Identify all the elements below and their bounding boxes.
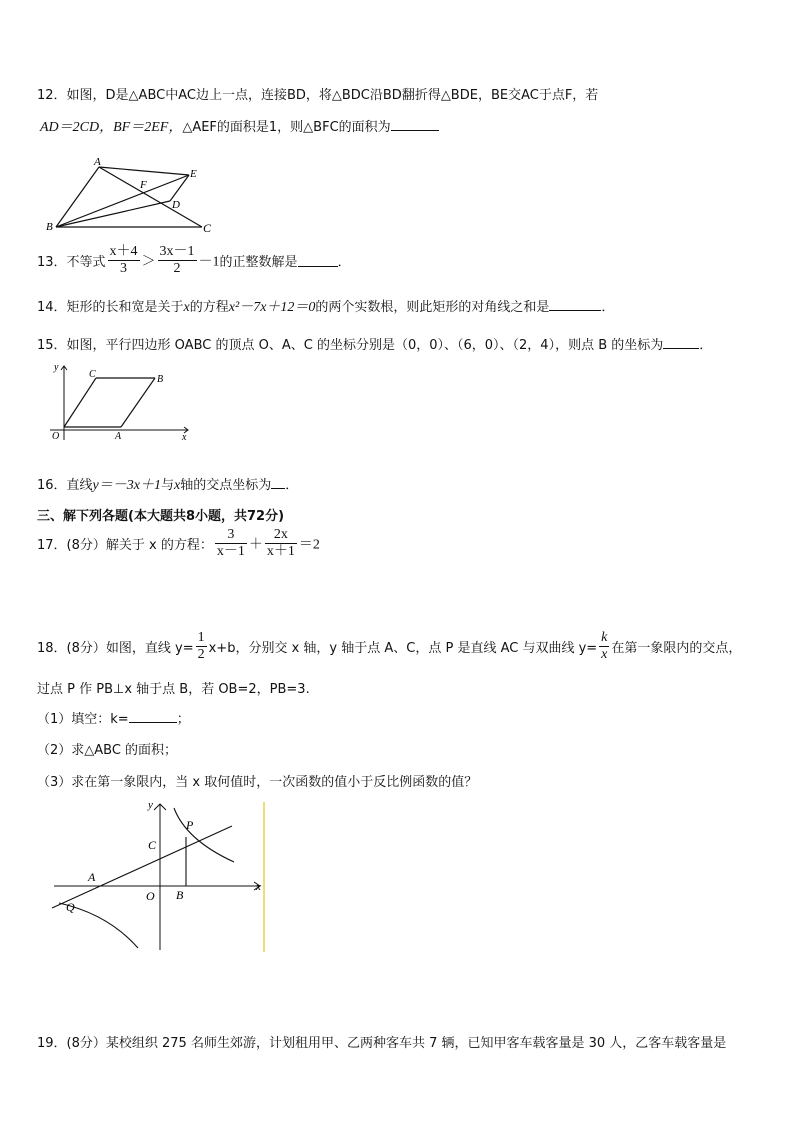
q13-fraction-2 — [158, 244, 197, 277]
q13-numerator-1: x＋4 — [109, 244, 138, 259]
q14-end: ． — [601, 300, 615, 315]
q18-line1 — [37, 630, 741, 663]
q18-label-q: Q — [66, 900, 75, 914]
q18-label-c: C — [148, 838, 157, 852]
q16 — [37, 474, 298, 494]
q18-sub3: （3）求在第一象限内，当 x 取何值时，一次函数的值小于反比例函数的值？ — [37, 775, 478, 790]
q13-gt: ＞ — [141, 254, 156, 270]
q13-numerator-2: 3x－1 — [159, 244, 195, 259]
q14 — [37, 296, 614, 316]
q14-equation: x²－7x＋12＝0 — [228, 300, 316, 315]
q14-mid: 的方程 — [189, 300, 229, 315]
q16-suffix: 轴的交点坐标为 — [180, 478, 272, 493]
q15-label-x: x — [182, 432, 187, 443]
q15-label-c: C — [89, 369, 96, 380]
q12-condition: AD＝2CD，BF＝2EF， — [40, 120, 183, 135]
q16-equation: y＝－3x＋1 — [92, 478, 161, 493]
q17-denominator-2: x＋1 — [266, 544, 295, 559]
q18-label-b: B — [176, 888, 184, 902]
q16-mid: 与 — [160, 478, 174, 493]
q18-sub1-blank — [129, 710, 177, 723]
q19: 19．(8分）某校组织 275 名师生郊游，计划租用甲、乙两种客车共 7 辆，已知甲客车载客量是 30 人，乙客车载客量是 — [37, 1036, 727, 1051]
q18-sub1-text: （1）填空：k= — [37, 712, 129, 727]
q18-fraction-2 — [599, 630, 609, 663]
q18-figure — [48, 796, 273, 956]
q12-label-c: C — [203, 221, 212, 235]
q12-line1: 12．如图，D是△ABC中AC边上一点，连接BD，将△BDC沿BD翻折得△BDE，BE交AC于点F，若 — [37, 88, 599, 103]
q15-label-o: O — [52, 431, 60, 442]
q12-line2 — [40, 116, 439, 136]
q18-text-c: 在第一象限内的交点， — [611, 641, 742, 656]
q18-numerator-2: k — [601, 630, 608, 645]
q18-sub2: （2）求△ABC 的面积； — [37, 743, 178, 758]
q17-denominator-1: x－1 — [216, 544, 245, 559]
q13-end: ． — [337, 255, 351, 270]
q13-denominator-2: 2 — [158, 260, 197, 277]
q12-label-e: E — [190, 168, 197, 180]
q14-suffix: 的两个实数根，则此矩形的对角线之和是 — [315, 300, 550, 315]
q16-prefix: 16．直线 — [37, 478, 93, 493]
q15 — [37, 334, 712, 353]
q18-denominator-2: x — [601, 647, 608, 662]
q17-fraction-2 — [265, 527, 297, 560]
q18-text-a: 18．(8分）如图，直线 y= — [37, 641, 194, 656]
q13 — [37, 244, 351, 277]
q17-fraction-1 — [215, 527, 247, 560]
q13-answer-blank — [298, 254, 338, 267]
q16-end: ． — [285, 478, 299, 493]
q13-prefix: 13．不等式 — [37, 255, 106, 270]
q18-label-y: y — [148, 799, 153, 811]
q15-label-y: y — [54, 362, 59, 373]
q17 — [37, 527, 320, 560]
q17-numerator-2: 2x — [273, 527, 288, 542]
q15-label-a: A — [115, 431, 122, 442]
q17-prefix: 17．(8分）解关于 x 的方程： — [37, 538, 213, 553]
q18-sub1-end: ； — [176, 712, 190, 727]
q14-x: x — [183, 300, 190, 315]
q13-suffix: 的正整数解是 — [219, 255, 298, 270]
q16-x: x — [174, 478, 181, 493]
q15-answer-blank — [663, 336, 699, 349]
q17-eq: ＝2 — [298, 537, 320, 553]
q18-numerator-1: 1 — [197, 630, 205, 645]
q15-figure — [38, 360, 198, 445]
q13-tail: －1 — [198, 254, 220, 270]
q13-denominator-1: 3 — [108, 260, 140, 277]
q18-sub1 — [37, 708, 190, 727]
q18-denominator-1: 2 — [197, 647, 205, 662]
q12-answer-blank — [391, 118, 439, 131]
q15-label-b: B — [157, 374, 164, 385]
q14-answer-blank — [549, 298, 601, 311]
q12-figure — [42, 155, 242, 235]
q12-label-d: D — [172, 199, 180, 211]
q18-line2: 过点 P 作 PB⊥x 轴于点 B，若 OB=2，PB=3. — [37, 682, 310, 697]
q18-label-x: x — [256, 881, 261, 893]
q12-label-f: F — [140, 179, 147, 191]
q18-fraction-1 — [196, 630, 207, 663]
q17-numerator-1: 3 — [227, 527, 235, 542]
q15-end: ． — [699, 338, 713, 353]
q18-label-o: O — [146, 889, 155, 903]
q15-text: 15．如图，平行四边形 OABC 的顶点 O、A、C 的坐标分别是（0，0）、（6，0）、（2，4），则点 B 的坐标为 — [37, 338, 664, 353]
q13-fraction-1 — [108, 244, 140, 277]
q17-plus: ＋ — [248, 537, 263, 553]
q12-label-b: B — [46, 221, 53, 233]
q16-answer-blank — [271, 476, 285, 489]
q18-label-a: A — [88, 870, 96, 884]
q12-label-a: A — [94, 156, 101, 168]
q18-label-p: P — [186, 818, 194, 832]
q12-line2-rest: △AEF的面积是1，则△BFC的面积为 — [182, 120, 391, 135]
q18-text-b: x+b，分别交 x 轴，y 轴于点 A、C，点 P 是直线 AC 与双曲线 y= — [208, 641, 598, 656]
section-3-heading: 三、解下列各题(本大题共8小题，共72分) — [37, 509, 285, 524]
q14-prefix: 14．矩形的长和宽是关于 — [37, 300, 184, 315]
